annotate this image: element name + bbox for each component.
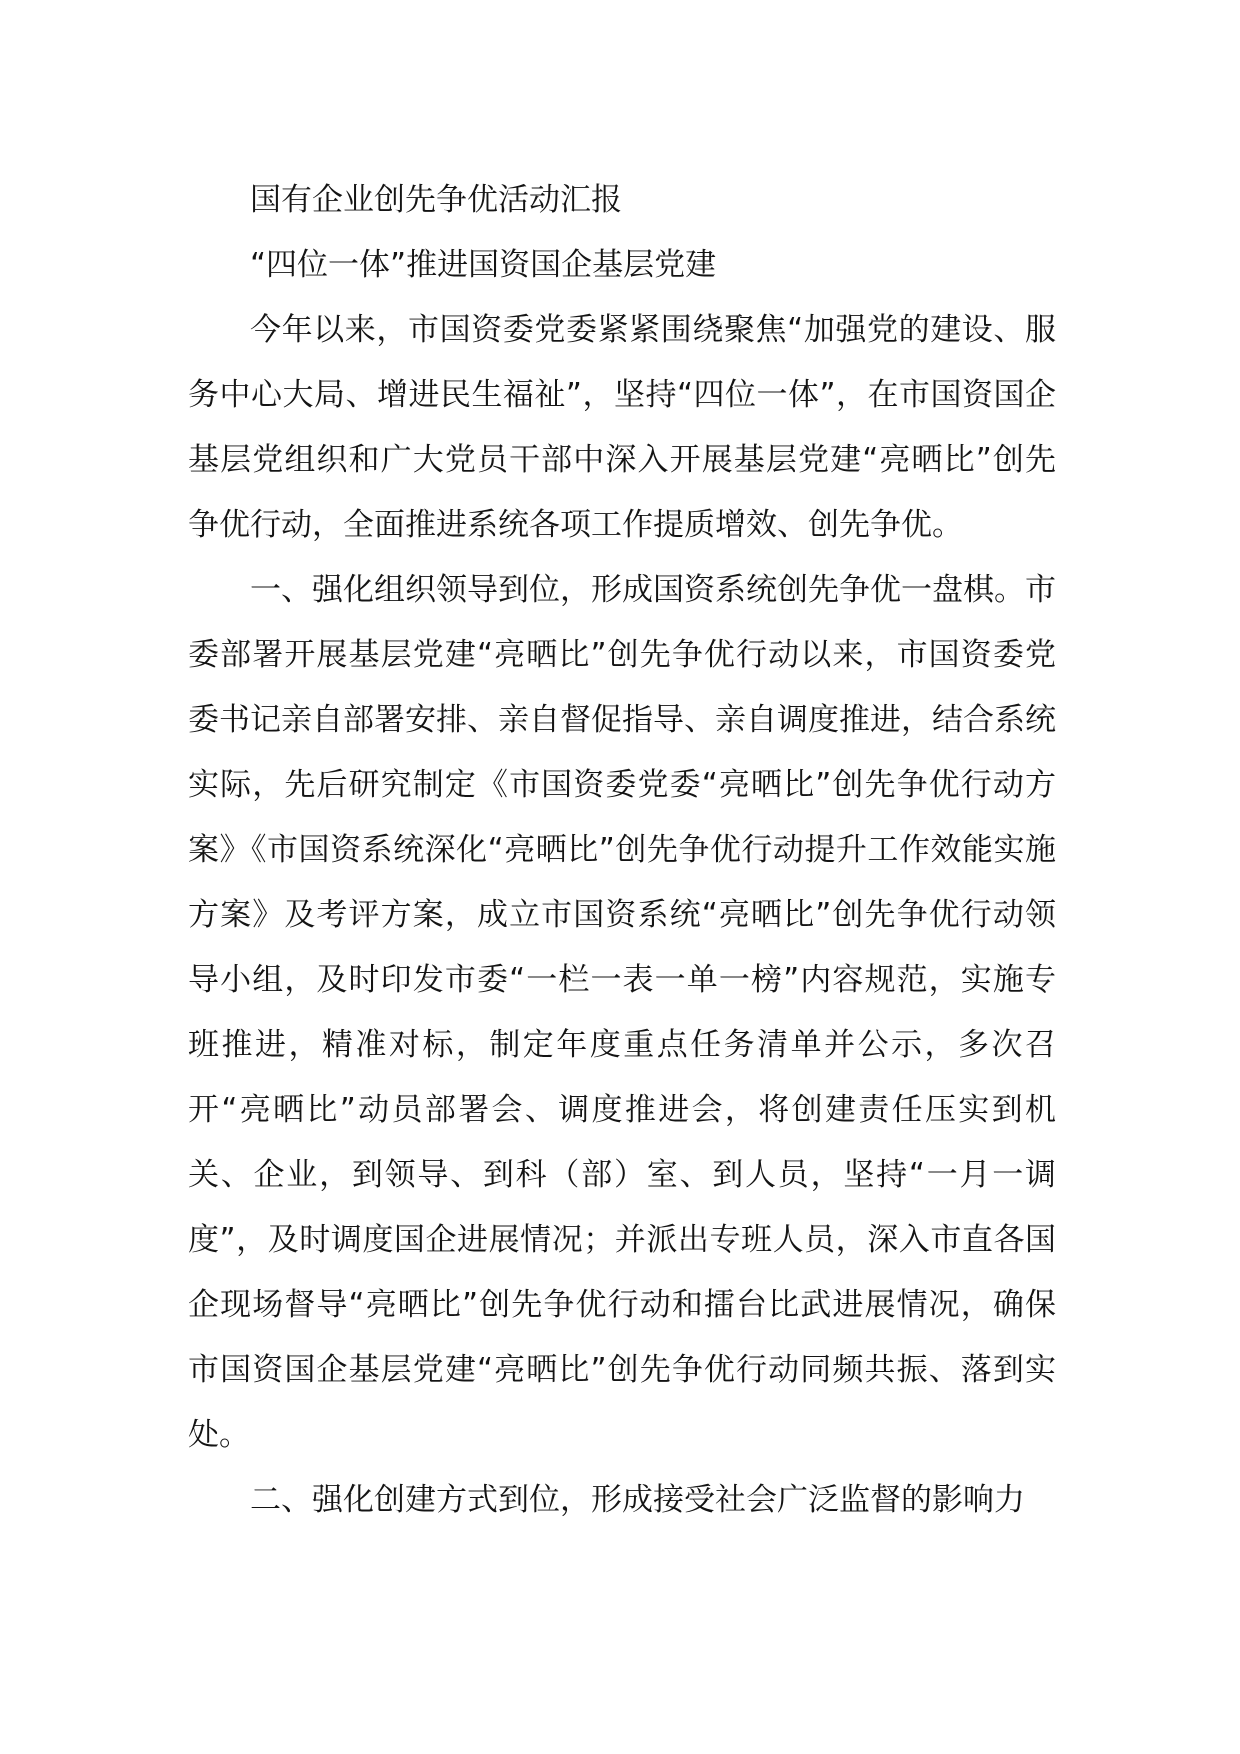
document-title: 国有企业创先争优活动汇报 xyxy=(250,182,622,218)
paragraph-intro: 今年以来，市国资委党委紧紧围绕聚焦“加强党的建设、服务中心大局、增进民生福祉”，坚持“四位一体”，在市国资国企基层党组织和广大党员干部中深入开展基层党建“亮晒比”创先争优行动，全面推进系统各项工作提质增效、创先争优。 xyxy=(188,312,1056,543)
paragraph-section-two: 二、强化创建方式到位，形成接受社会广泛监督的影响力 xyxy=(250,1482,1025,1518)
paragraph-section-one: 一、强化组织领导到位，形成国资系统创先争优一盘棋。市委部署开展基层党建“亮晒比”创先争优行动以来，市国资委党委书记亲自部署安排、亲自督促指导、亲自调度推进，结合系统实际，先后研究制定《市国资委党委“亮晒比”创先争优行动方案》《市国资系统深化“亮晒比”创先争优行动提升工作效能实施方案》及考评方案，成立市国资系统“亮晒比”创先争优行动领导小组，及时印发市委“一栏一表一单一榜”内容规范，实施专班推进，精准对标，制定年度重点任务清单并公示，多次召开“亮晒比”动员部署会、调度推进会，将创建责任压实到机关、企业，到领导、到科（部）室、到人员，坚持“一月一调度”，及时调度国企进展情况；并派出专班人员，深入市直各国企现场督导“亮晒比”创先争优行动和擂台比武进展情况，确保市国资国企基层党建“亮晒比”创先争优行动同频共振、落到实处。 xyxy=(188,572,1056,1453)
document-body xyxy=(188,168,1056,1533)
document-subtitle: “四位一体”推进国资国企基层党建 xyxy=(250,247,717,283)
